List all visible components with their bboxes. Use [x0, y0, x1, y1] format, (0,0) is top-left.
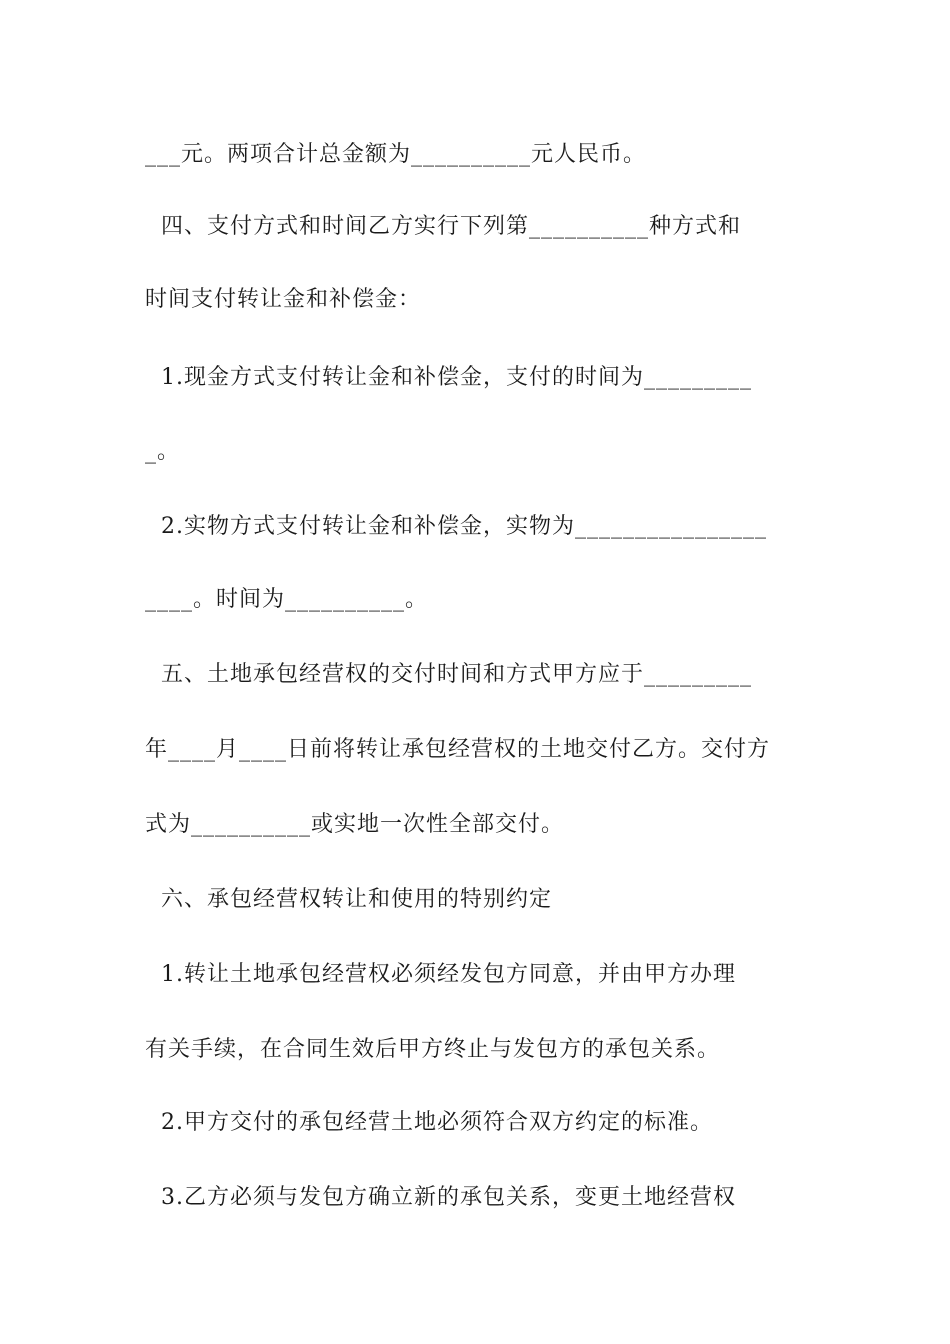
text-line: 1.现金方式支付转让金和补偿金，支付的时间为_________ [145, 365, 752, 390]
text-line: 有关手续，在合同生效后甲方终止与发包方的承包关系。 [145, 1037, 721, 1062]
text-line: 1.转让土地承包经营权必须经发包方同意，并由甲方办理 [145, 962, 736, 987]
text-line: _。 [145, 439, 181, 464]
text-line: 年____月____日前将转让承包经营权的土地交付乙方。交付方 [145, 737, 771, 762]
text-line: 五、土地承包经营权的交付时间和方式甲方应于_________ [145, 662, 752, 687]
text-line: 六、承包经营权转让和使用的特别约定 [145, 887, 552, 912]
text-line: 3.乙方必须与发包方确立新的承包关系，变更土地经营权 [145, 1185, 736, 1210]
text-line: 四、支付方式和时间乙方实行下列第__________种方式和 [145, 214, 741, 239]
text-line: 2.甲方交付的承包经营土地必须符合双方约定的标准。 [145, 1110, 713, 1135]
text-line: 式为__________或实地一次性全部交付。 [145, 812, 565, 837]
text-line: 时间支付转让金和补偿金： [145, 287, 422, 312]
text-line: 2.实物方式支付转让金和补偿金，实物为________________ [145, 514, 767, 539]
text-line: ___元。两项合计总金额为__________元人民币。 [145, 142, 647, 167]
text-line: ____。时间为__________。 [145, 587, 429, 612]
